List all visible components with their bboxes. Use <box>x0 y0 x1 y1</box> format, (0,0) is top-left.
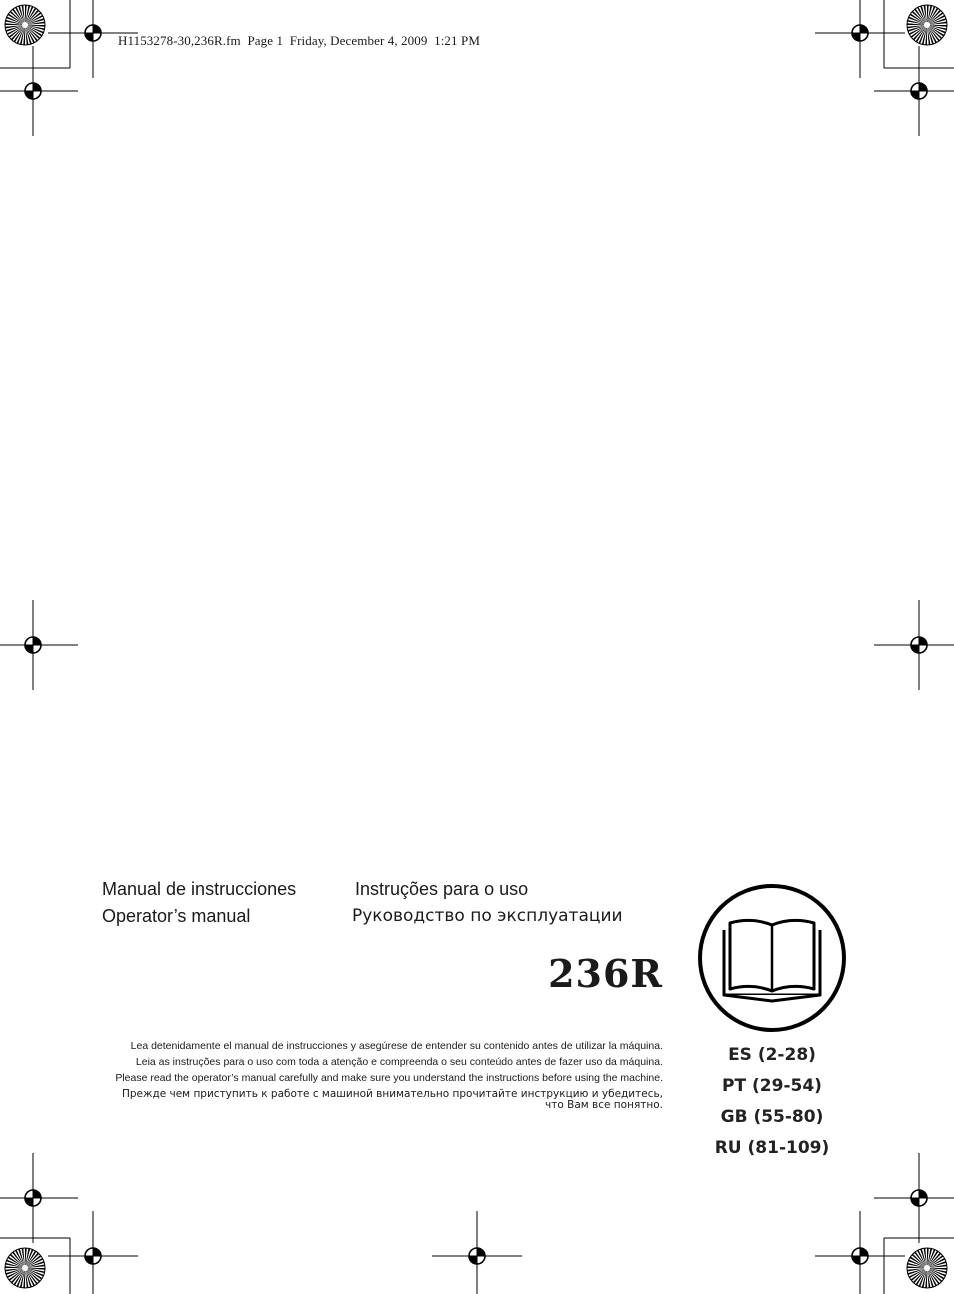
registration-mark-icon <box>874 1153 954 1243</box>
title-es: Manual de instrucciones <box>102 879 297 899</box>
note-pt: Leia as instruções para o uso com toda a atenção e compreenda o seu conteúdo antes de fazer uso da máquina. <box>135 1056 663 1068</box>
note-gb: Please read the operator’s manual carefully and make sure you understand the instructions before using the machine. <box>115 1072 663 1084</box>
note-ru: Прежде чем приступить к работе с машиной внимательно прочитайте инструкцию и убедитесь, что Вам все понятно. <box>121 1088 663 1111</box>
language-sections <box>697 1040 847 1164</box>
registration-mark-icon <box>0 46 78 136</box>
registration-mark-icon <box>48 1211 138 1294</box>
reading-notes <box>100 1041 663 1116</box>
starburst-target-icon <box>5 1248 45 1288</box>
title-gb: Operator’s manual <box>102 906 251 926</box>
registration-mark-icon <box>815 1211 905 1294</box>
open-book-icon <box>697 883 847 1033</box>
title-pt: Instruções para o uso <box>355 879 529 899</box>
registration-mark-icon <box>432 1211 522 1294</box>
starburst-target-icon <box>5 5 45 45</box>
registration-mark-icon <box>815 0 905 78</box>
note-es: Lea detenidamente el manual de instrucciones y asegúrese de entender su contenido antes de utilizar la máquina. <box>130 1040 663 1052</box>
registration-mark-icon <box>874 46 954 136</box>
starburst-target-icon <box>907 5 947 45</box>
file-header: H1153278-30,236R.fm Page 1 Friday, December 4, 2009 1:21 PM <box>118 33 480 48</box>
registration-mark-icon <box>0 600 78 690</box>
starburst-target-icon <box>907 1248 947 1288</box>
registration-mark-icon <box>874 600 954 690</box>
model-number: 236R <box>548 951 663 996</box>
section-ru: RU (81-109) <box>714 1138 830 1158</box>
section-es: ES (2-28) <box>728 1045 816 1065</box>
registration-mark-icon <box>0 1153 78 1243</box>
section-pt: PT (29-54) <box>722 1076 822 1096</box>
section-gb: GB (55-80) <box>720 1107 824 1127</box>
title-ru: Руководство по эксплуатации <box>352 906 623 926</box>
